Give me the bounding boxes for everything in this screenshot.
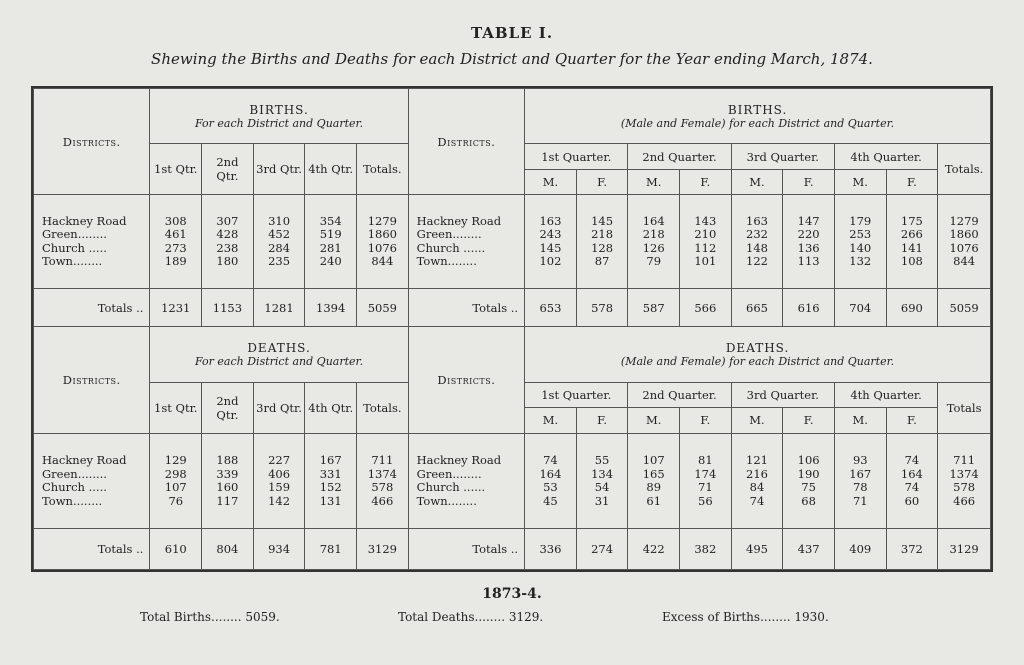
table-cell: 71 bbox=[698, 480, 713, 495]
district-name: Green........ bbox=[42, 227, 107, 242]
table-cell: 1279 bbox=[949, 213, 979, 228]
births-col-4-values bbox=[357, 195, 409, 289]
table-cell: 220 bbox=[797, 227, 820, 242]
deaths-mf-col-1-values bbox=[576, 433, 628, 529]
table-cell: 74 bbox=[904, 453, 920, 468]
district-name: Town........ bbox=[42, 493, 103, 508]
table-cell: 189 bbox=[164, 254, 187, 269]
deaths-mf-q1: 1st Quarter. bbox=[525, 382, 628, 408]
district-name: Green........ bbox=[416, 227, 482, 242]
deaths-totals-label-left: Totals .. bbox=[34, 529, 150, 570]
births-total-cell: 1281 bbox=[253, 289, 305, 327]
table-cell: 1076 bbox=[367, 240, 397, 255]
district-name: Hackney Road bbox=[416, 213, 502, 228]
deaths-mf-total-cell: 495 bbox=[731, 529, 783, 570]
total-deaths-value: 3129. bbox=[508, 610, 544, 624]
births-totals-label-right: Totals .. bbox=[408, 289, 524, 327]
deaths-mf-col-8-values bbox=[938, 433, 991, 529]
deaths-q3-male-header: M. bbox=[731, 408, 783, 434]
table-cell: 117 bbox=[216, 493, 239, 508]
table-cell: 210 bbox=[694, 227, 717, 242]
footer-excess-births bbox=[662, 610, 829, 624]
births-mf-total-cell: 704 bbox=[834, 289, 886, 327]
deaths-district-list-left bbox=[34, 433, 150, 529]
deaths-col-q4: 4th Qtr. bbox=[305, 382, 357, 433]
table-cell: 71 bbox=[852, 493, 868, 508]
table-cell: 68 bbox=[801, 493, 816, 508]
deaths-mf-total-cell: 372 bbox=[886, 529, 938, 570]
births-totals-label-left: Totals .. bbox=[34, 289, 150, 327]
table-cell: 74 bbox=[904, 480, 920, 495]
deaths-total-cell: 610 bbox=[150, 529, 202, 570]
table-cell: 134 bbox=[591, 466, 614, 481]
districts-header-births-left: Districts. bbox=[34, 89, 150, 195]
footer-year: 1873-4. bbox=[482, 586, 542, 602]
deaths-col-3-values bbox=[305, 433, 357, 529]
births-mf-q2: 2nd Quarter. bbox=[628, 144, 731, 170]
births-col-2-values bbox=[253, 195, 305, 289]
table-cell: 711 bbox=[953, 453, 976, 468]
deaths-col-1-values bbox=[202, 433, 254, 529]
table-cell: 147 bbox=[797, 213, 820, 228]
table-cell: 1076 bbox=[949, 240, 979, 255]
table-cell: 218 bbox=[591, 227, 614, 242]
table-cell: 273 bbox=[164, 240, 187, 255]
table-cell: 461 bbox=[164, 227, 187, 242]
table-cell: 112 bbox=[694, 240, 717, 255]
deaths-mf-total-cell: 437 bbox=[783, 529, 835, 570]
table-cell: 354 bbox=[319, 213, 342, 228]
births-mf-q1: 1st Quarter. bbox=[525, 144, 628, 170]
deaths-mf-total-cell: 3129 bbox=[938, 529, 991, 570]
table-cell: 53 bbox=[543, 480, 558, 495]
table-cell: 179 bbox=[849, 213, 872, 228]
districts-header-births-right: Districts. bbox=[408, 89, 524, 195]
table-subtitle: Shewing the Births and Deaths for each District and Quarter for the Year ending March, 1874. bbox=[151, 50, 873, 68]
table-cell: 165 bbox=[642, 466, 665, 481]
table-title: TABLE I. bbox=[470, 24, 554, 42]
births-col-totals: Totals. bbox=[357, 144, 409, 195]
births-mf-col-0-values bbox=[525, 195, 577, 289]
table-cell: 216 bbox=[746, 466, 768, 481]
births-mf-col-6-values bbox=[834, 195, 886, 289]
table-cell: 238 bbox=[216, 240, 239, 255]
births-col-0-values bbox=[150, 195, 202, 289]
table-cell: 140 bbox=[849, 240, 872, 255]
footer-total-deaths bbox=[398, 610, 543, 624]
district-name: Town........ bbox=[416, 493, 477, 508]
table-cell: 159 bbox=[268, 480, 291, 495]
births-mf-col-5-values bbox=[783, 195, 835, 289]
births-mf-col-1-values bbox=[576, 195, 628, 289]
table-cell: 121 bbox=[746, 453, 768, 468]
births-mf-col-3-values bbox=[680, 195, 732, 289]
table-cell: 164 bbox=[539, 466, 562, 481]
table-cell: 428 bbox=[216, 227, 239, 242]
births-mf-col-7-values bbox=[886, 195, 938, 289]
table-cell: 93 bbox=[852, 453, 868, 468]
births-mf-col-4-values bbox=[731, 195, 783, 289]
table-cell: 1279 bbox=[367, 213, 397, 228]
total-births-label: Total Births........ bbox=[140, 610, 242, 624]
deaths-q3-female-header: F. bbox=[783, 408, 835, 434]
table-cell: 253 bbox=[849, 227, 872, 242]
districts-header-deaths-left: Districts. bbox=[34, 327, 150, 433]
table-cell: 1374 bbox=[367, 466, 397, 481]
deaths-mf-col-5-values bbox=[783, 433, 835, 529]
table-cell: 240 bbox=[319, 254, 342, 269]
deaths-mf-q4: 4th Quarter. bbox=[834, 382, 937, 408]
deaths-district-list-right bbox=[408, 433, 524, 529]
births-left-header bbox=[150, 89, 408, 144]
deaths-mf-col-6-values bbox=[834, 433, 886, 529]
births-col-1-values bbox=[202, 195, 254, 289]
table-cell: 167 bbox=[319, 453, 342, 468]
table-cell: 142 bbox=[268, 493, 291, 508]
district-name: Church ..... bbox=[42, 480, 107, 495]
footer-total-births bbox=[140, 610, 280, 624]
births-col-q1: 1st Qtr. bbox=[150, 144, 202, 195]
deaths-mf-total-cell: 422 bbox=[628, 529, 680, 570]
deaths-total-cell: 934 bbox=[253, 529, 305, 570]
district-name: Hackney Road bbox=[42, 453, 127, 468]
table-cell: 1860 bbox=[367, 227, 397, 242]
table-cell: 141 bbox=[900, 240, 923, 255]
district-name: Town........ bbox=[416, 254, 477, 269]
table-cell: 148 bbox=[746, 240, 768, 255]
births-mf-q3: 3rd Quarter. bbox=[731, 144, 834, 170]
deaths-totals-row bbox=[34, 529, 991, 570]
deaths-mf-col-4-values bbox=[731, 433, 783, 529]
table-cell: 108 bbox=[900, 254, 923, 269]
table-cell: 298 bbox=[164, 466, 187, 481]
births-mf-total-cell: 690 bbox=[886, 289, 938, 327]
excess-births-label: Excess of Births........ bbox=[662, 610, 791, 624]
deaths-mf-col-3-values bbox=[680, 433, 732, 529]
statistics-table-frame bbox=[31, 86, 993, 572]
table-cell: 74 bbox=[543, 453, 558, 468]
table-cell: 89 bbox=[646, 480, 662, 495]
table-cell: 31 bbox=[594, 493, 610, 508]
district-name: Church ..... bbox=[42, 240, 107, 255]
deaths-total-cell: 3129 bbox=[357, 529, 409, 570]
districts-header-deaths-right: Districts. bbox=[408, 327, 524, 433]
births-total-cell: 1231 bbox=[150, 289, 202, 327]
deaths-mf-q3: 3rd Quarter. bbox=[731, 382, 834, 408]
deaths-mf-total-cell: 409 bbox=[834, 529, 886, 570]
statistics-table bbox=[33, 88, 991, 570]
table-cell: 78 bbox=[852, 480, 868, 495]
table-cell: 60 bbox=[904, 493, 920, 508]
excess-births-value: 1930. bbox=[794, 610, 829, 624]
table-cell: 167 bbox=[849, 466, 872, 481]
deaths-q2-female-header: F. bbox=[680, 408, 732, 434]
table-cell: 180 bbox=[216, 254, 239, 269]
table-cell: 1374 bbox=[949, 466, 979, 481]
district-name: Green........ bbox=[42, 466, 107, 481]
table-cell: 163 bbox=[539, 213, 562, 228]
table-cell: 1860 bbox=[949, 227, 979, 242]
births-mf-total-cell: 665 bbox=[731, 289, 783, 327]
table-cell: 143 bbox=[694, 213, 717, 228]
births-col-q4: 4th Qtr. bbox=[305, 144, 357, 195]
district-name: Hackney Road bbox=[42, 213, 127, 228]
table-cell: 145 bbox=[539, 240, 562, 255]
table-cell: 164 bbox=[900, 466, 923, 481]
deaths-right-subtitle: (Male and Female) for each District and Quarter. bbox=[620, 354, 895, 368]
deaths-left-header bbox=[150, 327, 408, 382]
table-cell: 466 bbox=[953, 493, 976, 508]
table-cell: 87 bbox=[594, 254, 610, 269]
deaths-col-4-values bbox=[357, 433, 409, 529]
births-mf-total-cell: 5059 bbox=[938, 289, 991, 327]
table-cell: 106 bbox=[797, 453, 820, 468]
births-total-cell: 5059 bbox=[357, 289, 409, 327]
district-name: Hackney Road bbox=[416, 453, 502, 468]
table-cell: 129 bbox=[164, 453, 187, 468]
table-cell: 55 bbox=[594, 453, 610, 468]
deaths-col-q2: 2nd Qtr. bbox=[202, 382, 254, 433]
table-cell: 310 bbox=[268, 213, 291, 228]
table-cell: 235 bbox=[268, 254, 291, 269]
deaths-q2-male-header: M. bbox=[628, 408, 680, 434]
table-cell: 466 bbox=[371, 493, 394, 508]
births-mf-total-cell: 653 bbox=[525, 289, 577, 327]
deaths-q4-male-header: M. bbox=[834, 408, 886, 434]
births-mf-totals-header: Totals. bbox=[938, 144, 991, 195]
births-q1-male-header: M. bbox=[525, 169, 577, 195]
deaths-col-q3: 3rd Qtr. bbox=[253, 382, 305, 433]
table-cell: 75 bbox=[801, 480, 816, 495]
table-cell: 160 bbox=[216, 480, 239, 495]
deaths-mf-col-0-values bbox=[525, 433, 577, 529]
births-mf-q4: 4th Quarter. bbox=[834, 144, 937, 170]
table-cell: 107 bbox=[642, 453, 665, 468]
table-cell: 61 bbox=[646, 493, 662, 508]
births-mf-total-cell: 587 bbox=[628, 289, 680, 327]
table-cell: 307 bbox=[216, 213, 239, 228]
births-right-title: BIRTHS. bbox=[727, 102, 788, 117]
table-cell: 190 bbox=[797, 466, 820, 481]
table-cell: 188 bbox=[216, 453, 239, 468]
table-cell: 45 bbox=[543, 493, 558, 508]
deaths-right-title: DEATHS. bbox=[725, 340, 790, 355]
births-right-subtitle: (Male and Female) for each District and Quarter. bbox=[620, 116, 895, 130]
deaths-mf-total-cell: 382 bbox=[680, 529, 732, 570]
deaths-col-totals: Totals. bbox=[357, 382, 409, 433]
table-cell: 175 bbox=[900, 213, 923, 228]
births-q2-male-header: M. bbox=[628, 169, 680, 195]
table-cell: 74 bbox=[749, 493, 765, 508]
table-cell: 452 bbox=[268, 227, 291, 242]
table-cell: 132 bbox=[849, 254, 872, 269]
births-col-q3: 3rd Qtr. bbox=[253, 144, 305, 195]
table-cell: 578 bbox=[953, 480, 976, 495]
births-right-header bbox=[525, 89, 991, 144]
table-cell: 243 bbox=[539, 227, 562, 242]
table-cell: 81 bbox=[698, 453, 713, 468]
table-cell: 128 bbox=[591, 240, 614, 255]
births-left-subtitle: For each District and Quarter. bbox=[195, 116, 364, 130]
table-cell: 227 bbox=[268, 453, 291, 468]
births-q2-female-header: F. bbox=[680, 169, 732, 195]
table-cell: 711 bbox=[371, 453, 394, 468]
deaths-total-cell: 804 bbox=[202, 529, 254, 570]
table-cell: 76 bbox=[168, 493, 184, 508]
deaths-data-row bbox=[34, 433, 991, 529]
births-q4-male-header: M. bbox=[834, 169, 886, 195]
table-cell: 844 bbox=[953, 254, 976, 269]
deaths-col-0-values bbox=[150, 433, 202, 529]
table-cell: 308 bbox=[164, 213, 187, 228]
deaths-left-subtitle: For each District and Quarter. bbox=[195, 354, 364, 368]
births-mf-total-cell: 616 bbox=[783, 289, 835, 327]
deaths-q1-female-header: F. bbox=[576, 408, 628, 434]
table-cell: 56 bbox=[698, 493, 713, 508]
births-district-list-left bbox=[34, 195, 150, 289]
table-cell: 266 bbox=[900, 227, 923, 242]
table-cell: 79 bbox=[646, 254, 662, 269]
deaths-mf-total-cell: 274 bbox=[576, 529, 628, 570]
table-cell: 331 bbox=[319, 466, 342, 481]
district-name: Town........ bbox=[42, 254, 103, 269]
table-cell: 101 bbox=[694, 254, 717, 269]
deaths-col-2-values bbox=[253, 433, 305, 529]
births-left-title: BIRTHS. bbox=[249, 102, 309, 117]
table-cell: 284 bbox=[268, 240, 291, 255]
table-cell: 578 bbox=[371, 480, 394, 495]
table-cell: 406 bbox=[268, 466, 291, 481]
table-cell: 131 bbox=[319, 493, 342, 508]
deaths-mf-q2: 2nd Quarter. bbox=[628, 382, 731, 408]
deaths-q1-male-header: M. bbox=[525, 408, 577, 434]
births-col-q2: 2nd Qtr. bbox=[202, 144, 254, 195]
table-cell: 164 bbox=[642, 213, 665, 228]
table-cell: 519 bbox=[319, 227, 342, 242]
births-mf-col-2-values bbox=[628, 195, 680, 289]
table-cell: 136 bbox=[797, 240, 820, 255]
district-name: Church ...... bbox=[416, 480, 486, 495]
births-q1-female-header: F. bbox=[576, 169, 628, 195]
deaths-left-title: DEATHS. bbox=[247, 340, 311, 355]
births-q3-male-header: M. bbox=[731, 169, 783, 195]
table-cell: 844 bbox=[371, 254, 394, 269]
table-cell: 232 bbox=[746, 227, 768, 242]
table-cell: 107 bbox=[164, 480, 187, 495]
deaths-right-header bbox=[525, 327, 991, 382]
table-cell: 152 bbox=[319, 480, 342, 495]
deaths-total-cell: 781 bbox=[305, 529, 357, 570]
deaths-mf-col-2-values bbox=[628, 433, 680, 529]
births-total-cell: 1153 bbox=[202, 289, 254, 327]
births-total-cell: 1394 bbox=[305, 289, 357, 327]
births-q4-female-header: F. bbox=[886, 169, 938, 195]
table-cell: 126 bbox=[642, 240, 665, 255]
deaths-mf-total-cell: 336 bbox=[525, 529, 577, 570]
table-cell: 281 bbox=[319, 240, 342, 255]
table-cell: 122 bbox=[746, 254, 768, 269]
deaths-mf-col-7-values bbox=[886, 433, 938, 529]
births-mf-total-cell: 566 bbox=[680, 289, 732, 327]
table-cell: 54 bbox=[594, 480, 610, 495]
table-cell: 145 bbox=[591, 213, 614, 228]
table-cell: 339 bbox=[216, 466, 239, 481]
births-col-3-values bbox=[305, 195, 357, 289]
births-district-list-right bbox=[408, 195, 524, 289]
district-name: Green........ bbox=[416, 466, 482, 481]
deaths-col-q1: 1st Qtr. bbox=[150, 382, 202, 433]
table-cell: 174 bbox=[694, 466, 717, 481]
table-cell: 102 bbox=[539, 254, 562, 269]
deaths-q4-female-header: F. bbox=[886, 408, 938, 434]
deaths-mf-totals-header: Totals bbox=[938, 382, 991, 433]
total-births-value: 5059. bbox=[245, 610, 280, 624]
total-deaths-label: Total Deaths........ bbox=[398, 610, 506, 624]
births-mf-total-cell: 578 bbox=[576, 289, 628, 327]
births-mf-col-8-values bbox=[938, 195, 991, 289]
births-q3-female-header: F. bbox=[783, 169, 835, 195]
births-totals-row bbox=[34, 289, 991, 327]
births-data-row bbox=[34, 195, 991, 289]
table-cell: 84 bbox=[749, 480, 765, 495]
table-cell: 163 bbox=[746, 213, 768, 228]
deaths-totals-label-right: Totals .. bbox=[408, 529, 524, 570]
district-name: Church ...... bbox=[416, 240, 486, 255]
table-cell: 113 bbox=[797, 254, 820, 269]
table-cell: 218 bbox=[642, 227, 665, 242]
